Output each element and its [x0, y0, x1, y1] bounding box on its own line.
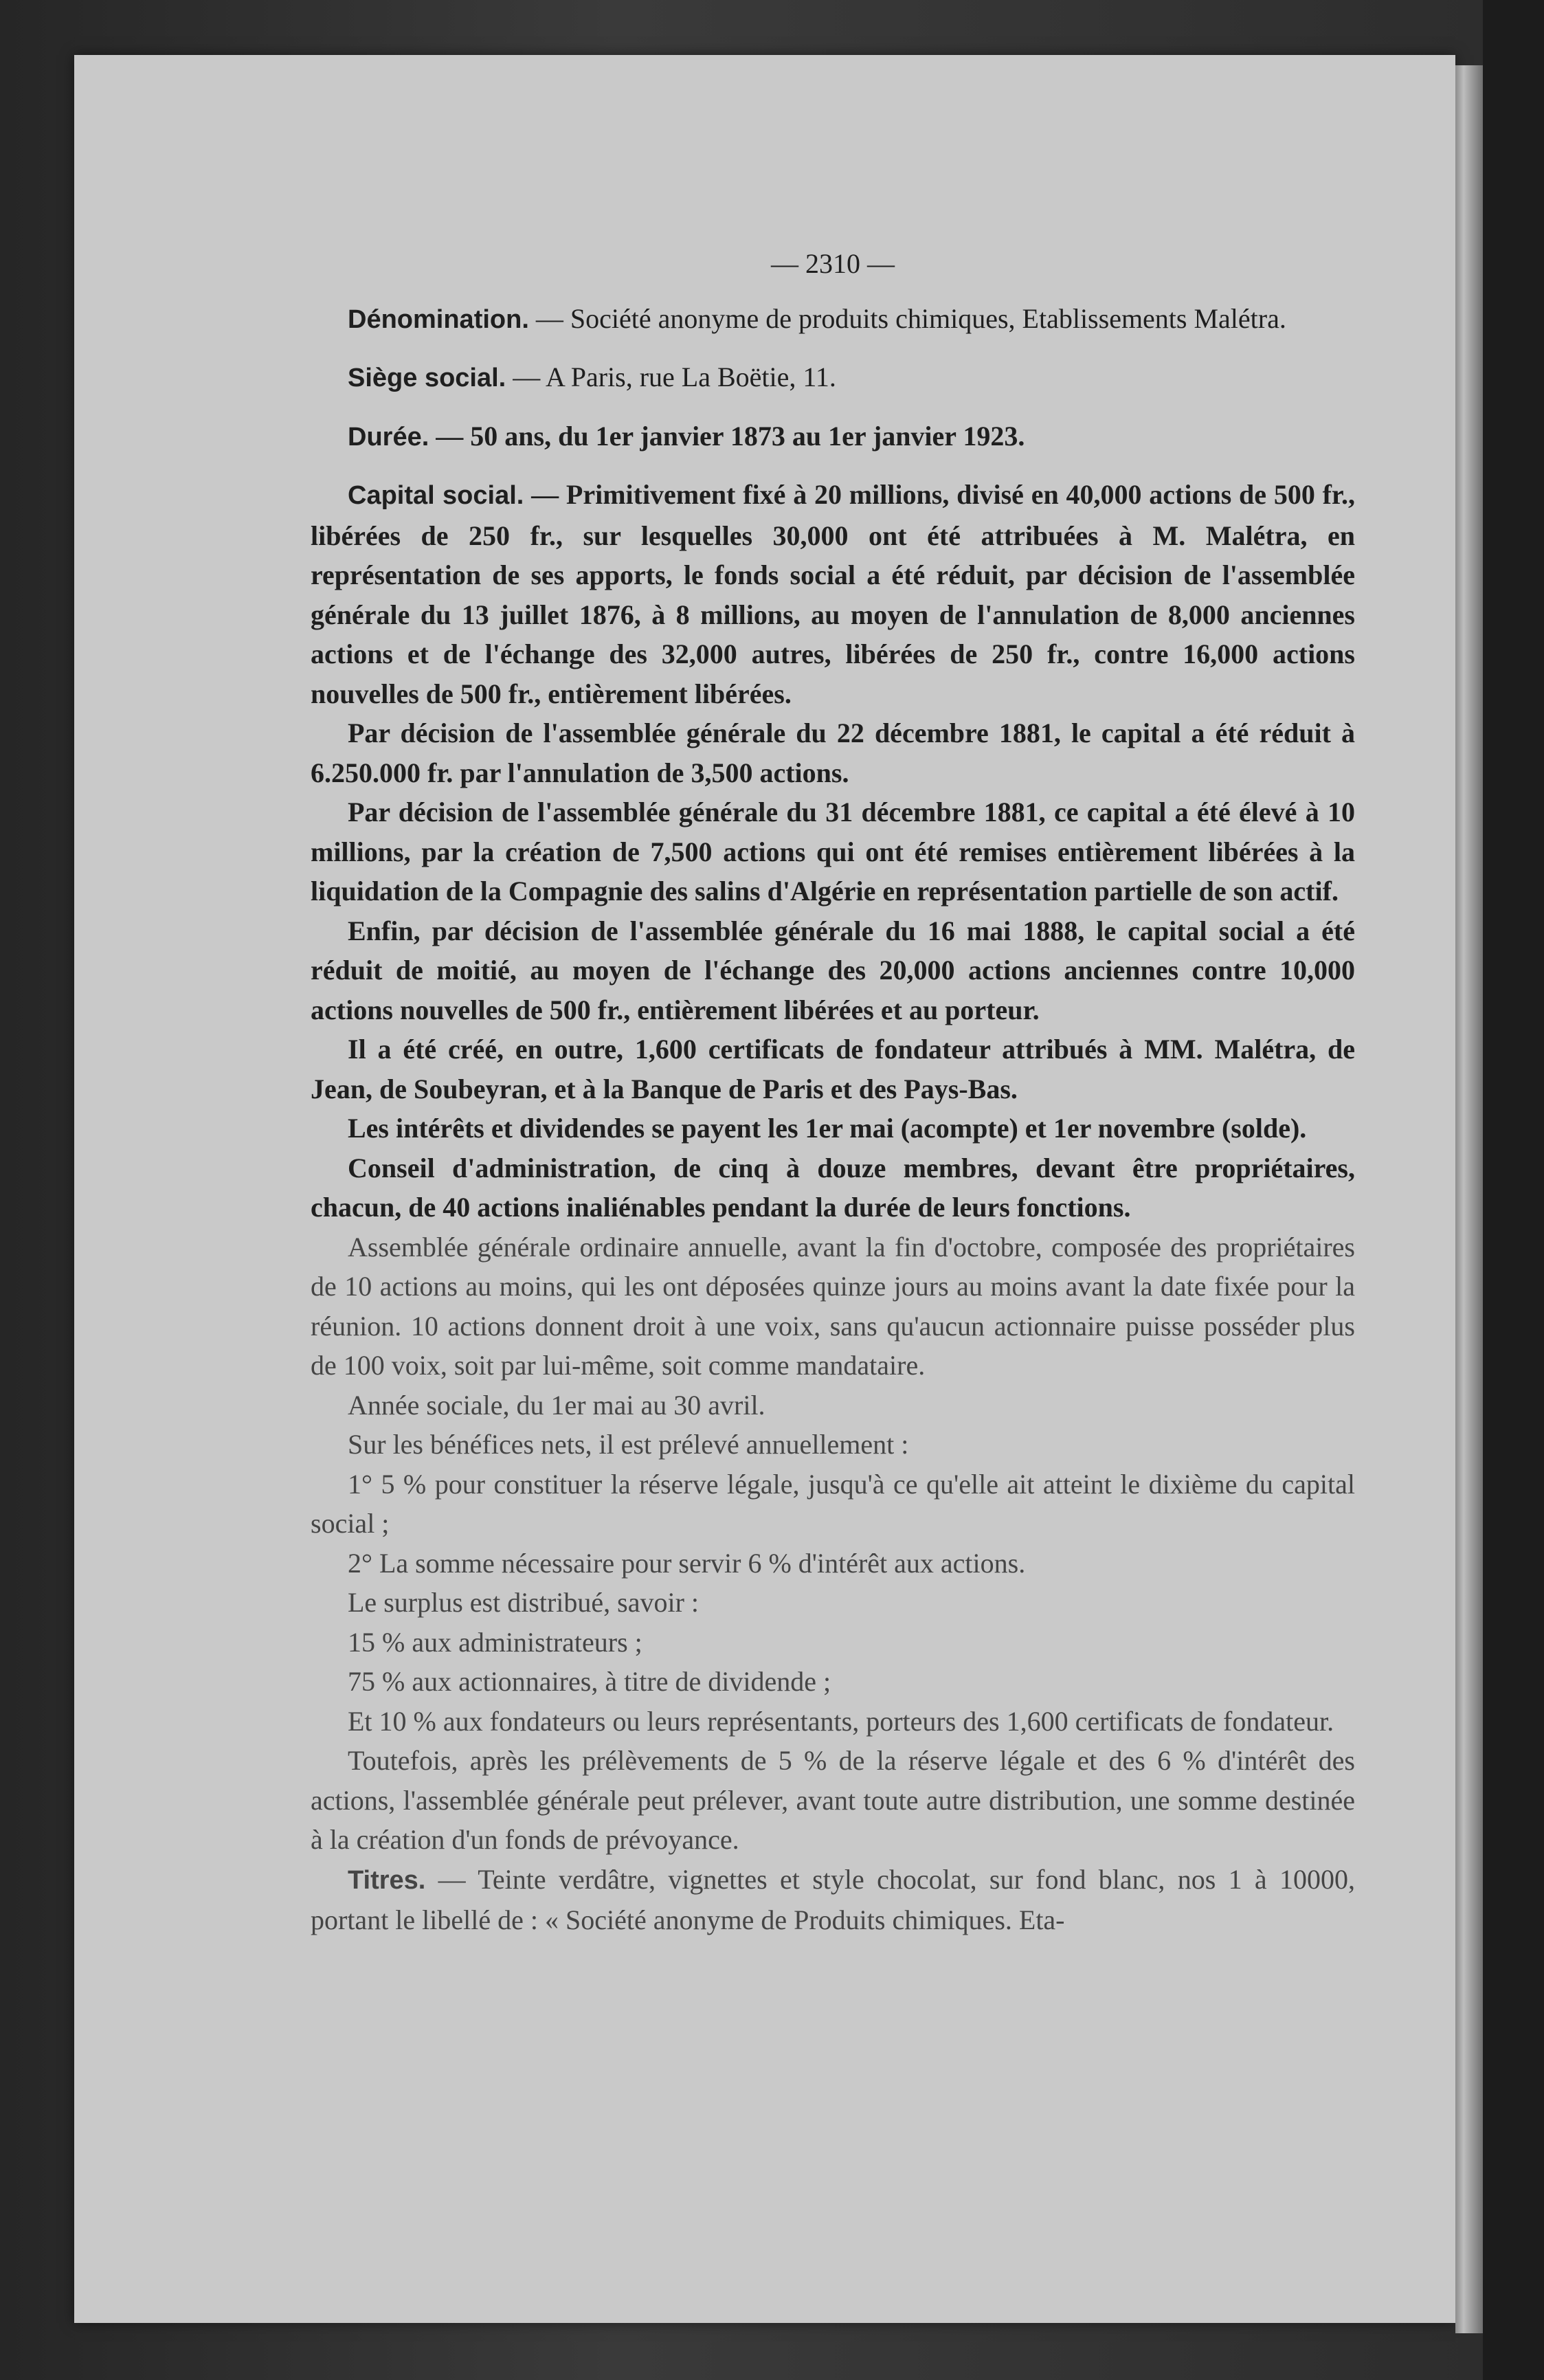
siege-text: — A Paris, rue La Boëtie, 11.	[506, 362, 836, 392]
denomination-label: Dénomination.	[348, 304, 529, 334]
scan-margin	[1483, 0, 1544, 2380]
capital-increase-1881: Par décision de l'assemblée générale du 31 décembre 1881, ce capital a été élevé à 10 millions, par la création de 7,500 actions qui ont été remises entièrement libérées à la liquidation de la Compagnie des salins d'Algérie en représentation partielle de son actif.	[311, 797, 1355, 907]
shareholders-share: 75 % aux actionnaires, à titre de dividende ;	[348, 1666, 831, 1697]
capital-label: Capital social.	[348, 481, 524, 510]
siege-label: Siège social.	[348, 364, 506, 392]
denomination-text: — Société anonyme de produits chimiques, Etablissements Malétra.	[528, 302, 1286, 334]
titres-label: Titres.	[348, 1865, 426, 1895]
fiscal-year: Année sociale, du 1er mai au 30 avril.	[348, 1389, 765, 1421]
share-interest: 2° La somme nécessaire pour servir 6 % d'intérêt aux actions.	[348, 1547, 1026, 1579]
capital-reduction-1888: Enfin, par décision de l'assemblée générale du 16 mai 1888, le capital social a été réduit de moitié, au moyen de l'échange des 20,000 actions anciennes contre 10,000 actions nouvelles de 500 fr., entièrement libérées et au porteur.	[311, 915, 1355, 1025]
page-number: — 2310 —	[771, 248, 895, 279]
interest-dividends: Les intérêts et dividendes se payent les 1er mai (acompte) et 1er novembre (solde).	[348, 1113, 1307, 1144]
surplus-intro: Le surplus est distribué, savoir :	[348, 1587, 700, 1618]
capital-reduction-1881: Par décision de l'assemblée générale du 22 décembre 1881, le capital a été réduit à 6.250.000 fr. par l'annulation de 3,500 actions.	[311, 718, 1355, 788]
duree-label: Durée.	[348, 422, 429, 452]
general-assembly: Assemblée générale ordinaire annuelle, avant la fin d'octobre, composée des propriétaires de 10 actions au moins, qui les ont déposées quinze jours au moins avant la date fixée pour la réunion. 10 actions donnent droit à une voix, sans qu'aucun actionnaire puisse posséder plus de 100 voix, soit par lui-même, soit comme mandataire.	[311, 1231, 1355, 1381]
capital-text: — Primitivement fixé à 20 millions, divisé en 40,000 actions de 500 fr., libérées de 250 fr., sur lesquelles 30,000 ont été attribuées à M. Malétra, en représentation de ses apports, le fonds social a été réduit, par décision de l'assemblée générale du 13 juillet 1876, à 8 millions, au moyen de l'annulation de 8,000 anciennes actions et de l'échange des 32,000 autres, libérées de 250 fr., contre 16,000 actions nouvelles de 500 fr., entièrement libérées.	[311, 479, 1356, 709]
founders-share: Et 10 % aux fondateurs ou leurs représentants, porteurs des 1,600 certificats de fondateur.	[348, 1705, 1334, 1737]
denomination-paragraph	[311, 299, 1355, 340]
document-text	[311, 244, 1355, 1940]
provident-fund: Toutefois, après les prélèvements de 5 % de la réserve légale et des 6 % d'intérêt des actions, l'assemblée générale peut prélever, avant toute autre distribution, une somme destinée à la création d'un fonds de prévoyance.	[311, 1745, 1355, 1855]
duree-paragraph	[311, 416, 1355, 458]
siege-paragraph	[311, 357, 1355, 399]
page-edge	[1455, 65, 1483, 2333]
titres-text: — Teinte verdâtre, vignettes et style chocolat, sur fond blanc, nos 1 à 10000, portant le libellé de : « Société anonyme de Produits chimiques. Eta-	[311, 1863, 1355, 1935]
capital-paragraph	[311, 475, 1355, 713]
board-of-directors: Conseil d'administration, de cinq à douze membres, devant être propriétaires, chacun, de 40 actions inaliénables pendant la durée de leurs fonctions.	[311, 1152, 1355, 1223]
legal-reserve: 1° 5 % pour constituer la réserve légale, jusqu'à ce qu'elle ait atteint le dixième du capital social ;	[311, 1468, 1355, 1539]
titres-paragraph	[311, 1860, 1355, 1940]
net-profits-intro: Sur les bénéfices nets, il est prélevé annuellement :	[348, 1429, 909, 1460]
duree-text: — 50 ans, du 1er janvier 1873 au 1er janvier 1923.	[429, 420, 1025, 452]
founder-certificates: Il a été créé, en outre, 1,600 certificats de fondateur attribués à MM. Malétra, de Jean, de Soubeyran, et à la Banque de Paris et des Pays-Bas.	[311, 1034, 1355, 1104]
administrators-share: 15 % aux administrateurs ;	[348, 1626, 642, 1658]
